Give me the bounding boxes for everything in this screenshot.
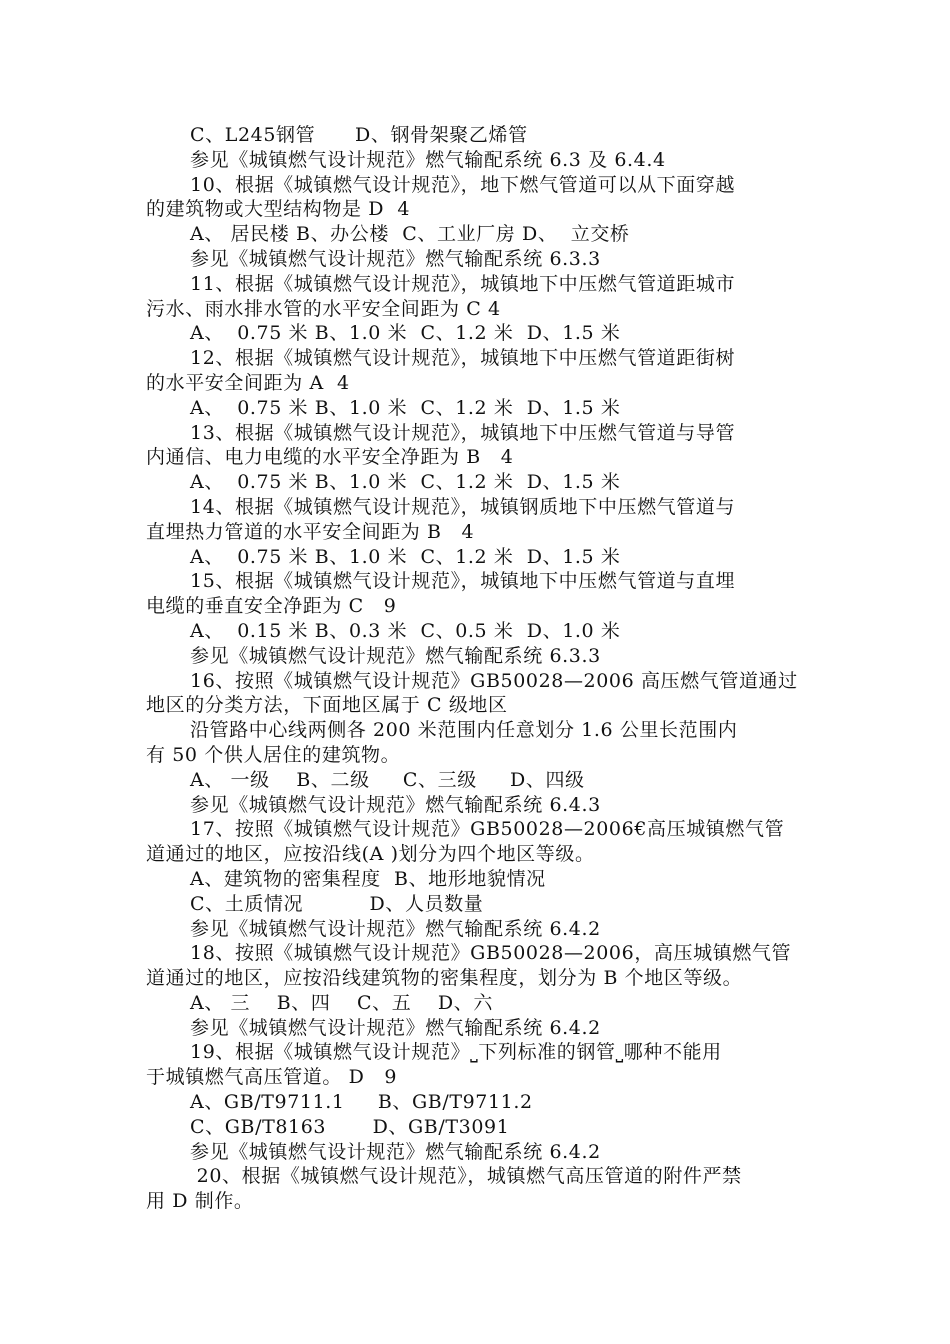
text-line: C、L245钢管 D、钢骨架聚乙烯管 (190, 124, 528, 146)
text-line: A、 0.75 米 B、1.0 米 C、1.2 米 D、1.5 米 (190, 545, 621, 568)
text-line: A、 0.75 米 B、1.0 米 C、1.2 米 D、1.5 米 (190, 322, 621, 345)
text-line: A、建筑物的密集程度 B、地形地貌情况 (190, 867, 546, 890)
text-line: 11、根据《城镇燃气设计规范》，城镇地下中压燃气管道距城市 (190, 272, 736, 295)
text-line: A、GB/T9711.1 B、GB/T9711.2 (190, 1091, 533, 1114)
text-line: 地区的分类方法，下面地区属于 C 级地区 (146, 694, 508, 717)
text-line: 电缆的垂直安全净距为 C 9 (146, 595, 397, 618)
document-body (146, 123, 810, 1214)
text-line: 道通过的地区，应按沿线建筑物的密集程度，划分为 B 个地区等级。 (146, 967, 743, 990)
text-line: 道通过的地区，应按沿线(A )划分为四个地区等级。 (146, 843, 595, 866)
text-line: 参见《城镇燃气设计规范》燃气输配系统 6.4.2 (190, 1140, 601, 1163)
text-line: 内通信、电力电缆的水平安全净距为 B 4 (146, 446, 514, 469)
text-line: 参见《城镇燃气设计规范》燃气输配系统 6.3.3 (190, 247, 601, 270)
text-line: A、 0.75 米 B、1.0 米 C、1.2 米 D、1.5 米 (190, 471, 621, 494)
text-line: A、 0.75 米 B、1.0 米 C、1.2 米 D、1.5 米 (190, 396, 621, 419)
text-line: 14、根据《城镇燃气设计规范》，城镇钢质地下中压燃气管道与 (190, 495, 736, 518)
text-line: C、GB/T8163 D、GB/T3091 (190, 1115, 510, 1138)
text-line: 有 50 个供人居住的建筑物。 (146, 743, 401, 766)
text-line: 沿管路中心线两侧各 200 米范围内任意划分 1.6 公里长范围内 (190, 719, 738, 742)
text-line: 15、根据《城镇燃气设计规范》，城镇地下中压燃气管道与直埋 (190, 570, 736, 593)
text-line: 18、按照《城镇燃气设计规范》GB50028—2006，高压城镇燃气管 (190, 942, 792, 965)
text-line: 13、根据《城镇燃气设计规范》，城镇地下中压燃气管道与导管 (190, 421, 736, 444)
text-line: 的水平安全间距为 A 4 (146, 371, 350, 394)
text-line: A、 0.15 米 B、0.3 米 C、0.5 米 D、1.0 米 (190, 619, 621, 642)
text-line: 的建筑物或大型结构物是 D 4 (146, 198, 411, 221)
text-line: 17、按照《城镇燃气设计规范》GB50028—2006€高压城镇燃气管 (190, 818, 785, 841)
text-line: 16、按照《城镇燃气设计规范》GB50028—2006 高压燃气管道通过 (190, 669, 798, 692)
text-line: 12、根据《城镇燃气设计规范》，城镇地下中压燃气管道距街树 (190, 347, 736, 370)
text-line: 于城镇燃气高压管道。 D 9 (146, 1066, 398, 1089)
text-line: A、 居民楼 B、办公楼 C、工业厂房 D、 立交桥 (190, 223, 630, 246)
text-line: 用 D 制作。 (146, 1190, 254, 1213)
text-line: 19、根据《城镇燃气设计规范》⎵下列标准的钢管⎵哪种不能用 (190, 1041, 722, 1064)
text-line: 10、根据《城镇燃气设计规范》，地下燃气管道可以从下面穿越 (190, 173, 736, 196)
text-line: A、 一级 B、二级 C、三级 D、四级 (190, 768, 585, 791)
text-line: 污水、雨水排水管的水平安全间距为 C 4 (146, 297, 501, 320)
text-line: 参见《城镇燃气设计规范》燃气输配系统 6.3 及 6.4.4 (190, 148, 666, 171)
text-line: A、 三 B、四 C、五 D、六 (190, 991, 493, 1014)
text-line: 参见《城镇燃气设计规范》燃气输配系统 6.4.3 (190, 793, 601, 816)
text-line: 参见《城镇燃气设计规范》燃气输配系统 6.3.3 (190, 644, 601, 667)
text-line: 20、根据《城镇燃气设计规范》，城镇燃气高压管道的附件严禁 (190, 1165, 742, 1188)
text-line: C、土质情况 D、人员数量 (190, 892, 484, 915)
text-line: 参见《城镇燃气设计规范》燃气输配系统 6.4.2 (190, 1016, 601, 1039)
text-line: 直埋热力管道的水平安全间距为 B 4 (146, 520, 475, 543)
text-line: 参见《城镇燃气设计规范》燃气输配系统 6.4.2 (190, 917, 601, 940)
